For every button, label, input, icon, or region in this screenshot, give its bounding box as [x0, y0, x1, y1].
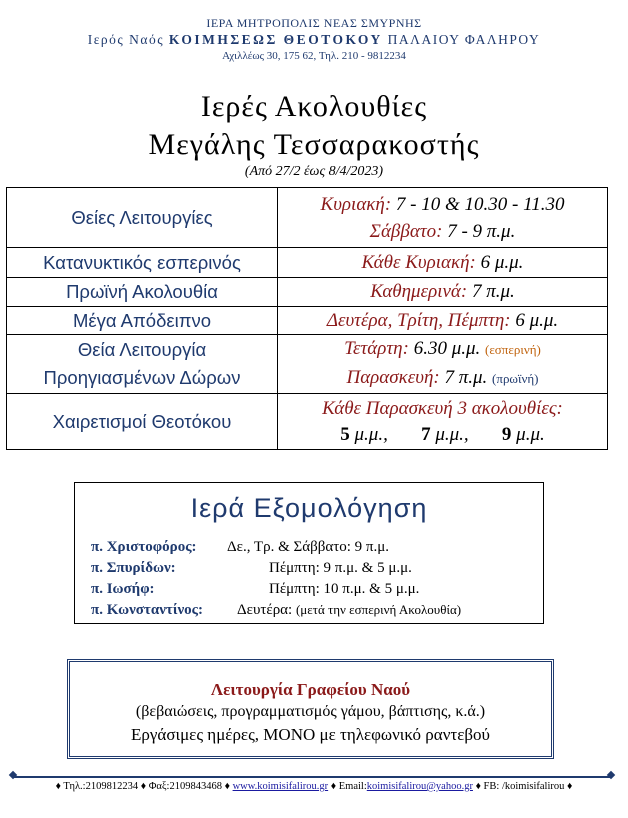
time-note: (πρωϊνή)	[492, 371, 539, 386]
time-unit: μ.μ.	[511, 423, 545, 445]
day-label: Κάθε Κυριακή:	[361, 251, 476, 273]
table-row	[7, 248, 608, 278]
table-row	[7, 188, 608, 248]
office-title: Λειτουργία Γραφείου Ναού	[210, 680, 411, 699]
day-label: Σάββατο:	[369, 220, 443, 242]
footer-phone-fax: ♦ Τηλ.:2109812234 ♦ Φαξ:2109843468 ♦	[55, 781, 233, 792]
day-label: Τετάρτη:	[344, 338, 409, 359]
table-row	[7, 278, 608, 307]
day-label: Δευτέρα, Τρίτη, Πέμπτη:	[326, 309, 511, 331]
office-hours-box	[67, 659, 554, 759]
header	[0, 16, 628, 63]
service-name: Κατανυκτικός εσπερινός	[7, 248, 278, 278]
service-times	[278, 394, 608, 450]
service-times	[278, 188, 608, 248]
time-value: 6.30 μ.μ.	[408, 338, 486, 359]
priest-name: π. Κωνσταντίνος:	[91, 602, 204, 618]
time-value: 7 - 9 π.μ.	[442, 220, 516, 242]
list-item	[91, 600, 461, 620]
service-name-line-2: Προηγιασμένων Δώρων	[43, 367, 241, 388]
service-name: Θείες Λειτουργίες	[7, 188, 278, 248]
date-range: (Από 27/2 έως 8/4/2023)	[244, 164, 384, 179]
website-link[interactable]: www.koimisifalirou.gr	[232, 781, 329, 792]
time-note: (εσπερινή)	[485, 342, 541, 357]
priest-schedule: Πέμπτη: 10 π.μ. & 5 μ.μ.	[269, 581, 420, 597]
day-label: Παρασκευή:	[346, 367, 440, 388]
priest-note: (μετά την εσπερινή Ακολουθία)	[295, 602, 462, 617]
priest-schedule: Δε., Τρ. & Σάββατο: 9 π.μ.	[227, 539, 390, 555]
priest-schedule: Δευτέρα:	[237, 602, 296, 618]
services-table	[6, 187, 608, 450]
service-name: Μέγα Απόδειπνο	[7, 307, 278, 335]
priest-schedule: Πέμπτη: 9 π.μ. & 5 μ.μ.	[269, 560, 412, 576]
list-item	[91, 579, 419, 599]
title-line-2: Μεγάλης Τεσσαρακοστής	[148, 128, 480, 161]
service-name: Χαιρετισμοί Θεοτόκου	[7, 394, 278, 450]
church-prefix: Ιερός Ναός	[87, 32, 169, 47]
time-number: 9	[501, 423, 512, 445]
priest-name: π. Χριστοφόρος:	[91, 539, 197, 555]
metropolis-name: ΙΕΡΑ ΜΗΤΡΟΠΟΛΙΣ ΝΕΑΣ ΣΜΥΡΝΗΣ	[206, 16, 422, 30]
email-link[interactable]: koimisifalirou@yahoo.gr	[366, 781, 473, 792]
day-label: Κυριακή:	[320, 193, 392, 215]
time-unit: μ.μ.,	[430, 423, 469, 445]
time-unit: μ.μ.,	[349, 423, 388, 445]
footer-contacts	[0, 779, 628, 795]
office-availability: Εργάσιμες ημέρες, ΜΟΝΟ με τηλεφωνικό ραντεβού	[131, 725, 490, 744]
service-times	[278, 335, 608, 394]
time-value: 7 π.μ.	[439, 367, 493, 388]
list-item	[91, 537, 389, 557]
services-count: Κάθε Παρασκευή 3 ακολουθίες:	[322, 397, 563, 419]
church-dedication: ΚΟΙΜΗΣΕΩΣ ΘΕΟΤΟΚΟΥ	[168, 32, 383, 47]
service-times	[278, 307, 608, 335]
list-item	[91, 558, 412, 578]
priest-name: π. Σπυρίδων:	[91, 560, 176, 576]
table-row	[7, 394, 608, 450]
time-value: 7 π.μ.	[467, 281, 515, 302]
day-label: Καθημερινά:	[370, 281, 468, 302]
email-label: ♦ Email:	[328, 781, 367, 792]
footer-divider	[14, 776, 610, 778]
table-row	[7, 307, 608, 335]
church-location: ΠΑΛΑΙΟΥ ΦΑΛΗΡΟΥ	[382, 32, 541, 47]
service-times	[278, 278, 608, 307]
time-value: 6 μ.μ.	[510, 309, 559, 331]
facebook-handle: ♦ FB: /koimisifalirou ♦	[472, 781, 573, 792]
confession-title: Ιερά Εξομολόγηση	[190, 493, 428, 523]
church-name	[0, 31, 628, 49]
time-number: 7	[421, 423, 431, 445]
church-address: Αχιλλέως 30, 175 62, Τηλ. 210 - 9812234	[222, 50, 406, 62]
office-services: (βεβαιώσεις, προγραμματισμός γάμου, βάπτισης, κ.ά.)	[135, 703, 486, 720]
service-times	[278, 248, 608, 278]
time-value: 7 - 10 & 10.30 - 11.30	[391, 193, 565, 215]
title-line-1: Ιερές Ακολουθίες	[200, 90, 428, 123]
confession-box	[74, 482, 544, 624]
time-value: 6 μ.μ.	[475, 251, 524, 273]
service-name-line-1: Θεία Λειτουργία	[77, 339, 207, 360]
document-title	[0, 88, 628, 180]
time-number: 5	[340, 423, 350, 445]
table-row	[7, 335, 608, 394]
service-name: Πρωϊνή Ακολουθία	[7, 278, 278, 307]
service-name	[7, 335, 278, 394]
priest-name: π. Ιωσήφ:	[91, 581, 155, 597]
